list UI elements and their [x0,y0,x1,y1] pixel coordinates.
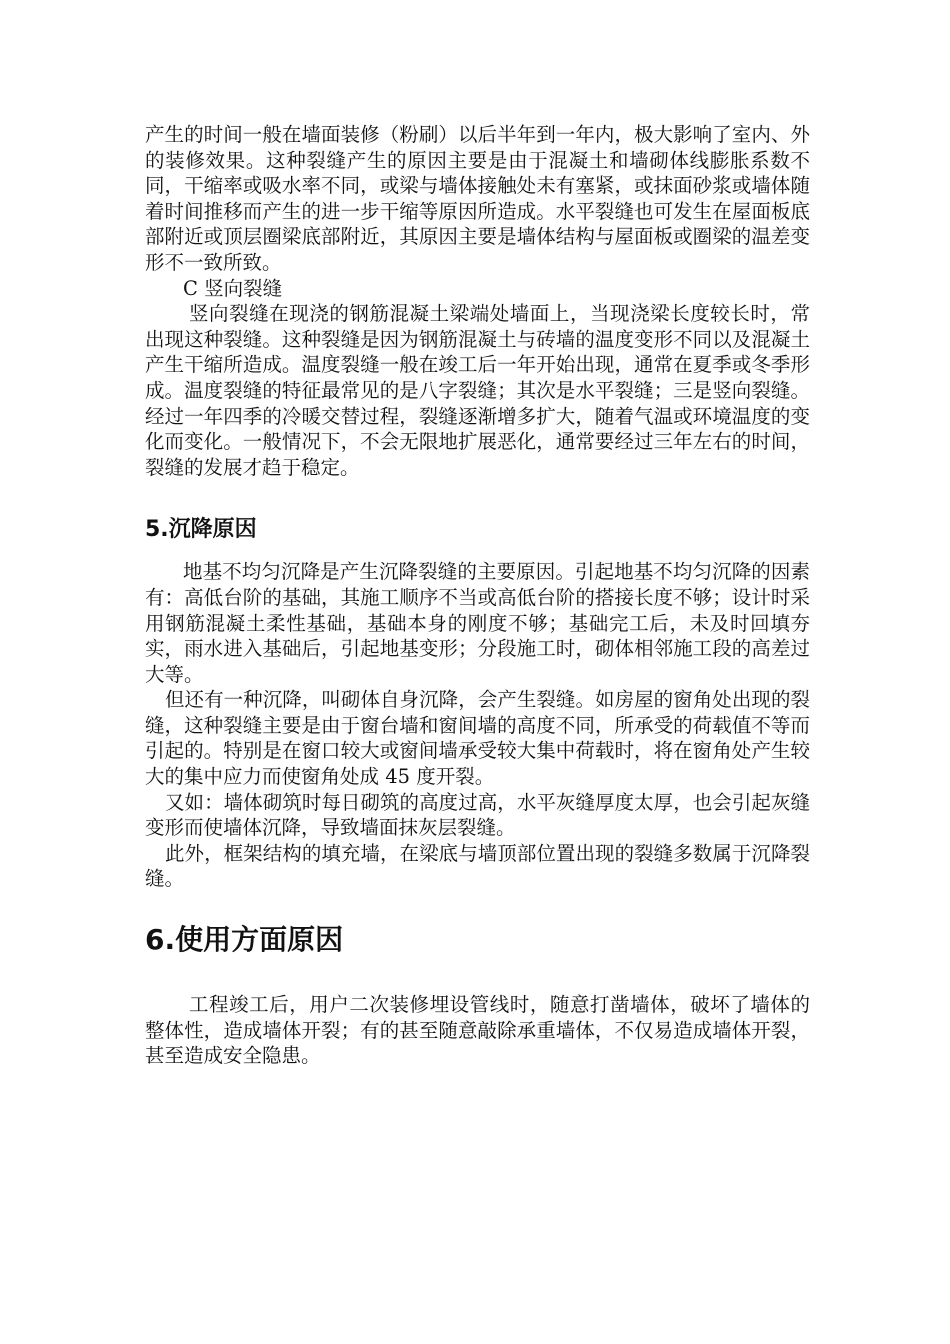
subheading-vertical-cracks: C 竖向裂缝 [183,276,283,300]
paragraph-renovation: 工程竣工后，用户二次装修埋设管线时，随意打凿墙体，破坏了墙体的整体性，造成墙体开裂；有的甚至随意敲除承重墙体，不仅易造成墙体开裂，甚至造成安全隐患。 [145,993,810,1068]
paragraph-vertical-cracks: 竖向裂缝在现浇的钢筋混凝土梁端处墙面上，当现浇梁长度较长时，常出现这种裂缝。这种裂缝是因为钢筋混凝土与砖墙的温度变形不同以及混凝土产生干缩所造成。温度裂缝一般在竣工后一年开始出现，通常在夏季或冬季形成。温度裂缝的特征最常见的是八字裂缝；其次是水平裂缝；三是竖向裂缝。经过一年四季的冷暖交替过程，裂缝逐渐增多扩大，随着气温或环境温度的变化而变化。一般情况下，不会无限地扩展恶化，通常要经过三年左右的时间，裂缝的发展才趋于稳定。 [145,302,810,479]
heading-usage-causes: 6.使用方面原因 [145,923,344,957]
paragraph-masonry-settlement: 但还有一种沉降，叫砌体自身沉降，会产生裂缝。如房屋的窗角处出现的裂缝，这种裂缝主要是由于窗台墙和窗间墙的高度不同，所承受的荷载值不等而引起的。特别是在窗口较大或窗间墙承受较大集中荷载时，将在窗角处产生较大的集中应力而使窗角处成 45 度开裂。 [145,688,810,789]
paragraph-uneven-settlement: 地基不均匀沉降是产生沉降裂缝的主要原因。引起地基不均匀沉降的因素有：高低台阶的基础，其施工顺序不当或高低台阶的搭接长度不够；设计时采用钢筋混凝土柔性基础，基础本身的刚度不够；基础完工后，未及时回填夯实，雨水进入基础后，引起地基变形；分段施工时，砌体相邻施工段的高差过大等。 [145,560,810,686]
paragraph-mortar-joints: 又如：墙体砌筑时每日砌筑的高度过高，水平灰缝厚度太厚，也会引起灰缝变形而使墙体沉降，导致墙面抹灰层裂缝。 [145,790,810,840]
paragraph-horizontal-crack-causes: 产生的时间一般在墙面装修（粉刷）以后半年到一年内，极大影响了室内、外的装修效果。这种裂缝产生的原因主要是由于混凝土和墙砌体线膨胀系数不同，干缩率或吸水率不同，或梁与墙体接触处未有塞紧，或抹面砂浆或墙体随着时间推移而产生的进一步干缩等原因所造成。水平裂缝也可发生在屋面板底部附近或顶层圈梁底部附近，其原因主要是墙体结构与屋面板或圈梁的温差变形不一致所致。 [145,123,810,274]
paragraph-infill-walls: 此外，框架结构的填充墙，在梁底与墙顶部位置出现的裂缝多数属于沉降裂缝。 [145,841,810,891]
document-body [145,122,810,1069]
heading-settlement-causes: 5.沉降原因 [145,517,257,543]
